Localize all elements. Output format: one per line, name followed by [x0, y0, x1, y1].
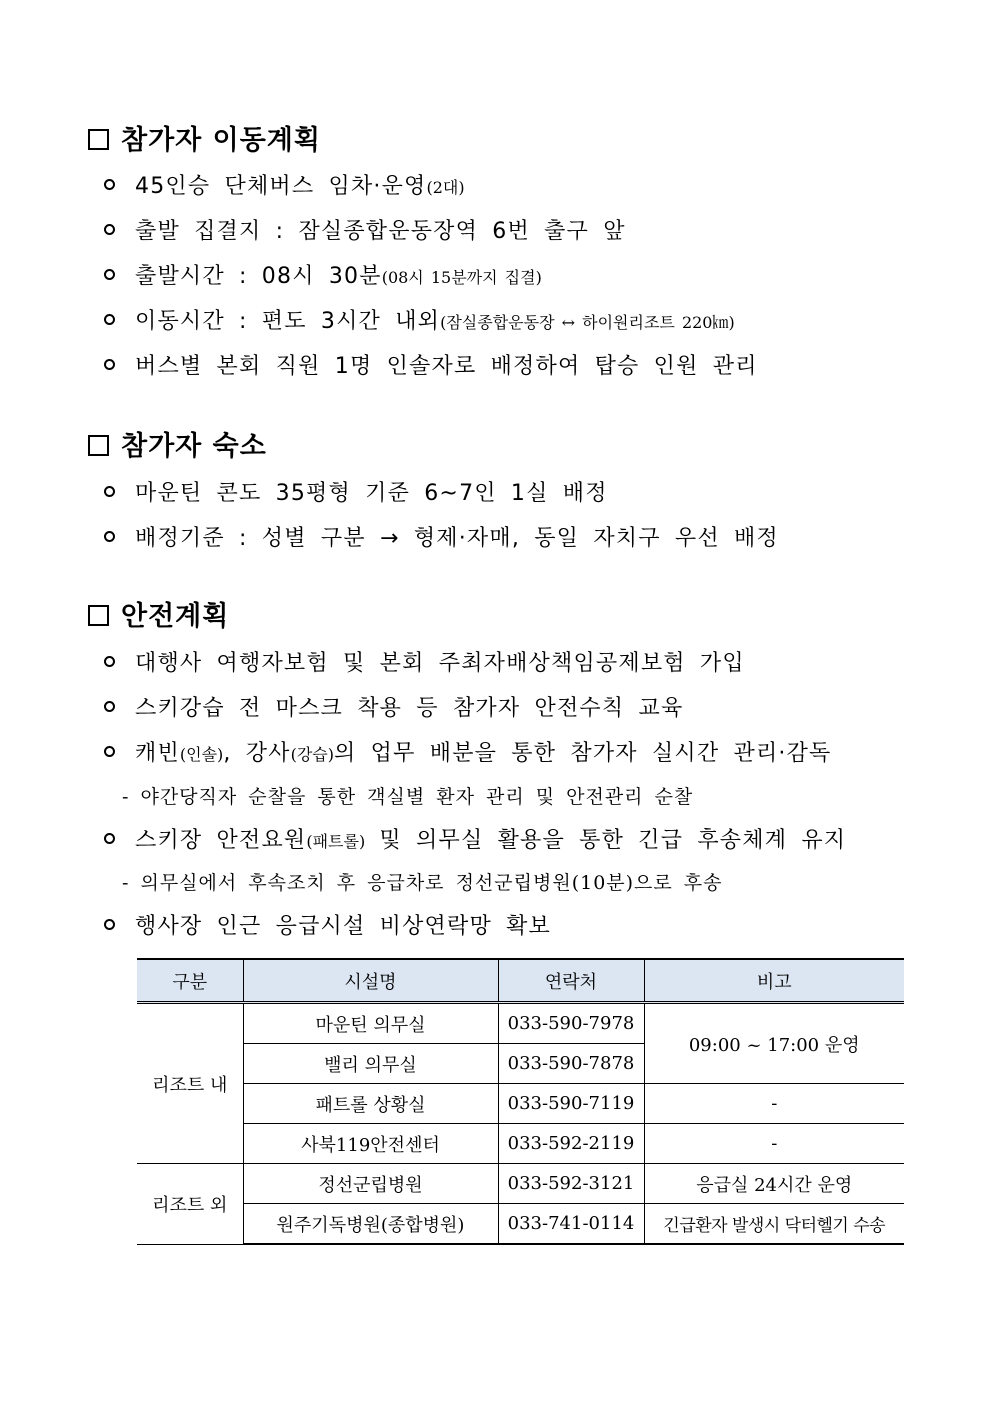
list-item: 캐빈(인솔), 강사(강습)의 업무 배분을 통한 참가자 실시간 관리·감독 [100, 736, 832, 767]
checkbox-square-icon [88, 129, 109, 150]
facility-cell: 마운틴 의무실 [243, 1003, 498, 1044]
list-item: 스키장 안전요원(패트롤) 및 의무실 활용을 통한 긴급 후송체계 유지 [100, 823, 846, 854]
table-row [137, 1204, 904, 1245]
circle-bullet-icon [104, 359, 115, 370]
circle-bullet-icon [104, 179, 115, 190]
phone-cell: 033-592-2119 [498, 1124, 644, 1164]
list-item: 이동시간 : 편도 3시간 내외(잠실종합운동장 ↔ 하이원리조트 220㎞) [100, 304, 735, 335]
circle-bullet-icon [104, 746, 115, 757]
table-row [137, 1003, 904, 1044]
circle-bullet-icon [104, 314, 115, 325]
sub-item: - 의무실에서 후속조치 후 응급차로 정선군립병원(10분)으로 후송 [122, 872, 723, 894]
checkbox-square-icon [88, 605, 109, 626]
list-item: 출발시간 : 08시 30분(08시 15분까지 집결) [100, 259, 542, 290]
facility-cell: 원주기독병원(종합병원) [243, 1204, 498, 1245]
list-item: 대행사 여행자보험 및 본회 주최자배상책임공제보험 가입 [100, 646, 745, 677]
header-category: 구분 [137, 959, 243, 1003]
circle-bullet-icon [104, 269, 115, 280]
table-header-row [137, 959, 904, 1003]
phone-cell: 033-590-7978 [498, 1003, 644, 1044]
header-note: 비고 [644, 959, 904, 1003]
circle-bullet-icon [104, 531, 115, 542]
list-item: 행사장 인근 응급시설 비상연락망 확보 [100, 909, 551, 940]
facility-cell: 패트롤 상황실 [243, 1084, 498, 1124]
table-row [137, 1124, 904, 1164]
circle-bullet-icon [104, 833, 115, 844]
list-item: 출발 집결지 : 잠실종합운동장역 6번 출구 앞 [100, 214, 626, 245]
facility-cell: 사북119안전센터 [243, 1124, 498, 1164]
list-item: 45인승 단체버스 임차·운영(2대) [100, 169, 465, 200]
emergency-contacts-table [137, 958, 904, 1245]
circle-bullet-icon [104, 486, 115, 497]
sub-item: - 야간당직자 순찰을 통한 객실별 환자 관리 및 안전관리 순찰 [122, 786, 694, 808]
circle-bullet-icon [104, 701, 115, 712]
list-item: 버스별 본회 직원 1명 인솔자로 배정하여 탑승 인원 관리 [100, 349, 758, 380]
note-cell: - [644, 1124, 904, 1164]
section-title-lodging: 참가자 숙소 [88, 424, 267, 463]
section-title-safety: 안전계획 [88, 594, 229, 633]
phone-cell: 033-741-0114 [498, 1204, 644, 1245]
list-item: 마운틴 콘도 35평형 기준 6~7인 1실 배정 [100, 476, 608, 507]
note-cell: 09:00 ~ 17:00 운영 [644, 1003, 904, 1084]
note-cell: 응급실 24시간 운영 [644, 1164, 904, 1204]
facility-cell: 밸리 의무실 [243, 1044, 498, 1084]
list-item: 배정기준 : 성별 구분 → 형제·자매, 동일 자치구 우선 배정 [100, 521, 779, 552]
header-contact: 연락처 [498, 959, 644, 1003]
group-label-outside: 리조트 외 [137, 1164, 243, 1245]
facility-cell: 정선군립병원 [243, 1164, 498, 1204]
phone-cell: 033-590-7119 [498, 1084, 644, 1124]
list-item: 스키강습 전 마스크 착용 등 참가자 안전수칙 교육 [100, 691, 683, 722]
phone-cell: 033-592-3121 [498, 1164, 644, 1204]
note-cell: 긴급환자 발생시 닥터헬기 수송 [644, 1204, 904, 1245]
phone-cell: 033-590-7878 [498, 1044, 644, 1084]
circle-bullet-icon [104, 224, 115, 235]
circle-bullet-icon [104, 656, 115, 667]
table-row [137, 1164, 904, 1204]
checkbox-square-icon [88, 435, 109, 456]
note-cell: - [644, 1084, 904, 1124]
table-row [137, 1084, 904, 1124]
circle-bullet-icon [104, 919, 115, 930]
section-title-transport: 참가자 이동계획 [88, 118, 321, 157]
group-label-inside: 리조트 내 [137, 1003, 243, 1164]
header-facility: 시설명 [243, 959, 498, 1003]
